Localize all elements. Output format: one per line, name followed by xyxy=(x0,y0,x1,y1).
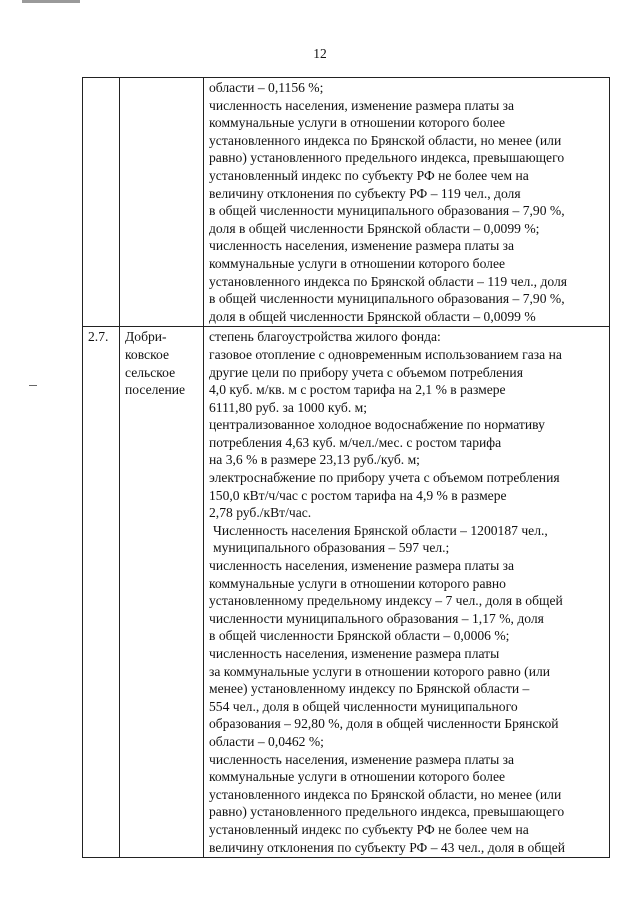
content-line: численность населения, изменение размера платы за xyxy=(209,97,515,113)
content-line: установленного индекса по Брянской области – 119 чел., доля xyxy=(209,273,568,289)
row-number-cell: 2.7. xyxy=(83,327,120,858)
content-line: численность населения, изменение размера платы за xyxy=(209,238,515,254)
content-line: 6111,80 руб. за 1000 куб. м; xyxy=(209,399,368,415)
row-content-cell xyxy=(204,327,610,858)
content-line: газовое отопление с одновременным использованием газа на xyxy=(209,346,562,362)
content-line: установленного индекса по Брянской области, но менее (или xyxy=(209,132,562,148)
page-number: 12 xyxy=(313,46,327,61)
content-line: в общей численности муниципального образования – 7,90 %, xyxy=(209,291,565,307)
content-line: 150,0 кВт/ч/час с ростом тарифа на 4,9 % в размере xyxy=(209,487,507,503)
content-line: коммунальные услуги в отношении которого равно xyxy=(209,575,506,591)
content-line: установленному предельному индексу – 7 чел., доля в общей xyxy=(209,593,563,609)
content-line: численность населения, изменение размера платы за xyxy=(209,751,515,767)
scan-edge-mark xyxy=(22,0,80,3)
content-line: в общей численности муниципального образования – 7,90 %, xyxy=(209,203,565,219)
content-line: доля в общей численности Брянской области – 0,0099 %; xyxy=(209,220,540,236)
content-line: численности муниципального образования – 1,17 %, доля xyxy=(209,610,544,626)
content-line: величину отклонения по субъекту РФ – 119 чел., доля xyxy=(209,185,521,201)
table-row xyxy=(83,327,610,858)
content-line: численность населения, изменение размера платы за xyxy=(209,558,515,574)
name-line: поселение xyxy=(125,382,186,398)
name-line: ковское xyxy=(125,346,169,362)
content-line: на 3,6 % в размере 23,13 руб./куб. м; xyxy=(209,452,420,468)
row-name-cell xyxy=(120,78,204,327)
content-line: степень благоустройства жилого фонда: xyxy=(209,329,441,345)
content-line: численность населения, изменение размера платы xyxy=(209,646,500,661)
content-line: 4,0 куб. м/кв. м с ростом тарифа на 2,1 % в размере xyxy=(209,382,506,398)
content-line: установленный индекс по субъекту РФ не более чем на xyxy=(209,821,529,837)
content-line: коммунальные услуги в отношении которого более xyxy=(209,769,506,785)
row-content-cell xyxy=(204,78,610,327)
content-line: 2,78 руб./кВт/час. xyxy=(209,505,312,521)
row-number-cell xyxy=(83,78,120,327)
content-line: установленный индекс по субъекту РФ не более чем на xyxy=(209,167,529,183)
content-line: другие цели по прибору учета с объемом потребления xyxy=(209,364,523,380)
content-line: доля в общей численности Брянской области – 0,0099 % xyxy=(209,308,536,324)
content-line: величину отклонения по субъекту РФ – 43 чел., доля в общей xyxy=(209,839,566,855)
content-line: муниципального образования – 597 чел.; xyxy=(213,540,450,556)
margin-mark xyxy=(29,385,37,386)
content-line: установленного индекса по Брянской области, но менее (или xyxy=(209,786,562,802)
content-line: области – 0,0462 %; xyxy=(209,733,324,749)
content-line: Численность населения Брянской области – 1200187 чел., xyxy=(213,522,548,538)
content-line: коммунальные услуги в отношении которого более xyxy=(209,255,506,271)
content-line: равно) установленного предельного индекса, превышающего xyxy=(209,150,565,166)
table-row xyxy=(83,78,610,327)
content-line: менее) установленному индексу по Брянской области – xyxy=(209,681,530,697)
content-line: потребления 4,63 куб. м/чел./мес. с ростом тарифа xyxy=(209,434,502,450)
content-line: электроснабжение по прибору учета с объемом потребления xyxy=(209,470,560,486)
name-line: сельское xyxy=(125,364,176,380)
content-line: централизованное холодное водоснабжение по нормативу xyxy=(209,417,545,433)
content-line: 554 чел., доля в общей численности муниципального xyxy=(209,698,518,714)
content-line: области – 0,1156 %; xyxy=(209,80,324,95)
data-table xyxy=(82,77,610,858)
table-body xyxy=(83,78,610,858)
name-line: Добри- xyxy=(125,329,167,345)
content-line: образования – 92,80 %, доля в общей численности Брянской xyxy=(209,716,559,732)
content-line: равно) установленного предельного индекса, превышающего xyxy=(209,804,565,820)
content-line: коммунальные услуги в отношении которого более xyxy=(209,115,506,131)
content-line: в общей численности Брянской области – 0,0006 %; xyxy=(209,628,510,644)
content-line: за коммунальные услуги в отношении которого равно (или xyxy=(209,663,551,679)
row-name-cell xyxy=(120,327,204,858)
